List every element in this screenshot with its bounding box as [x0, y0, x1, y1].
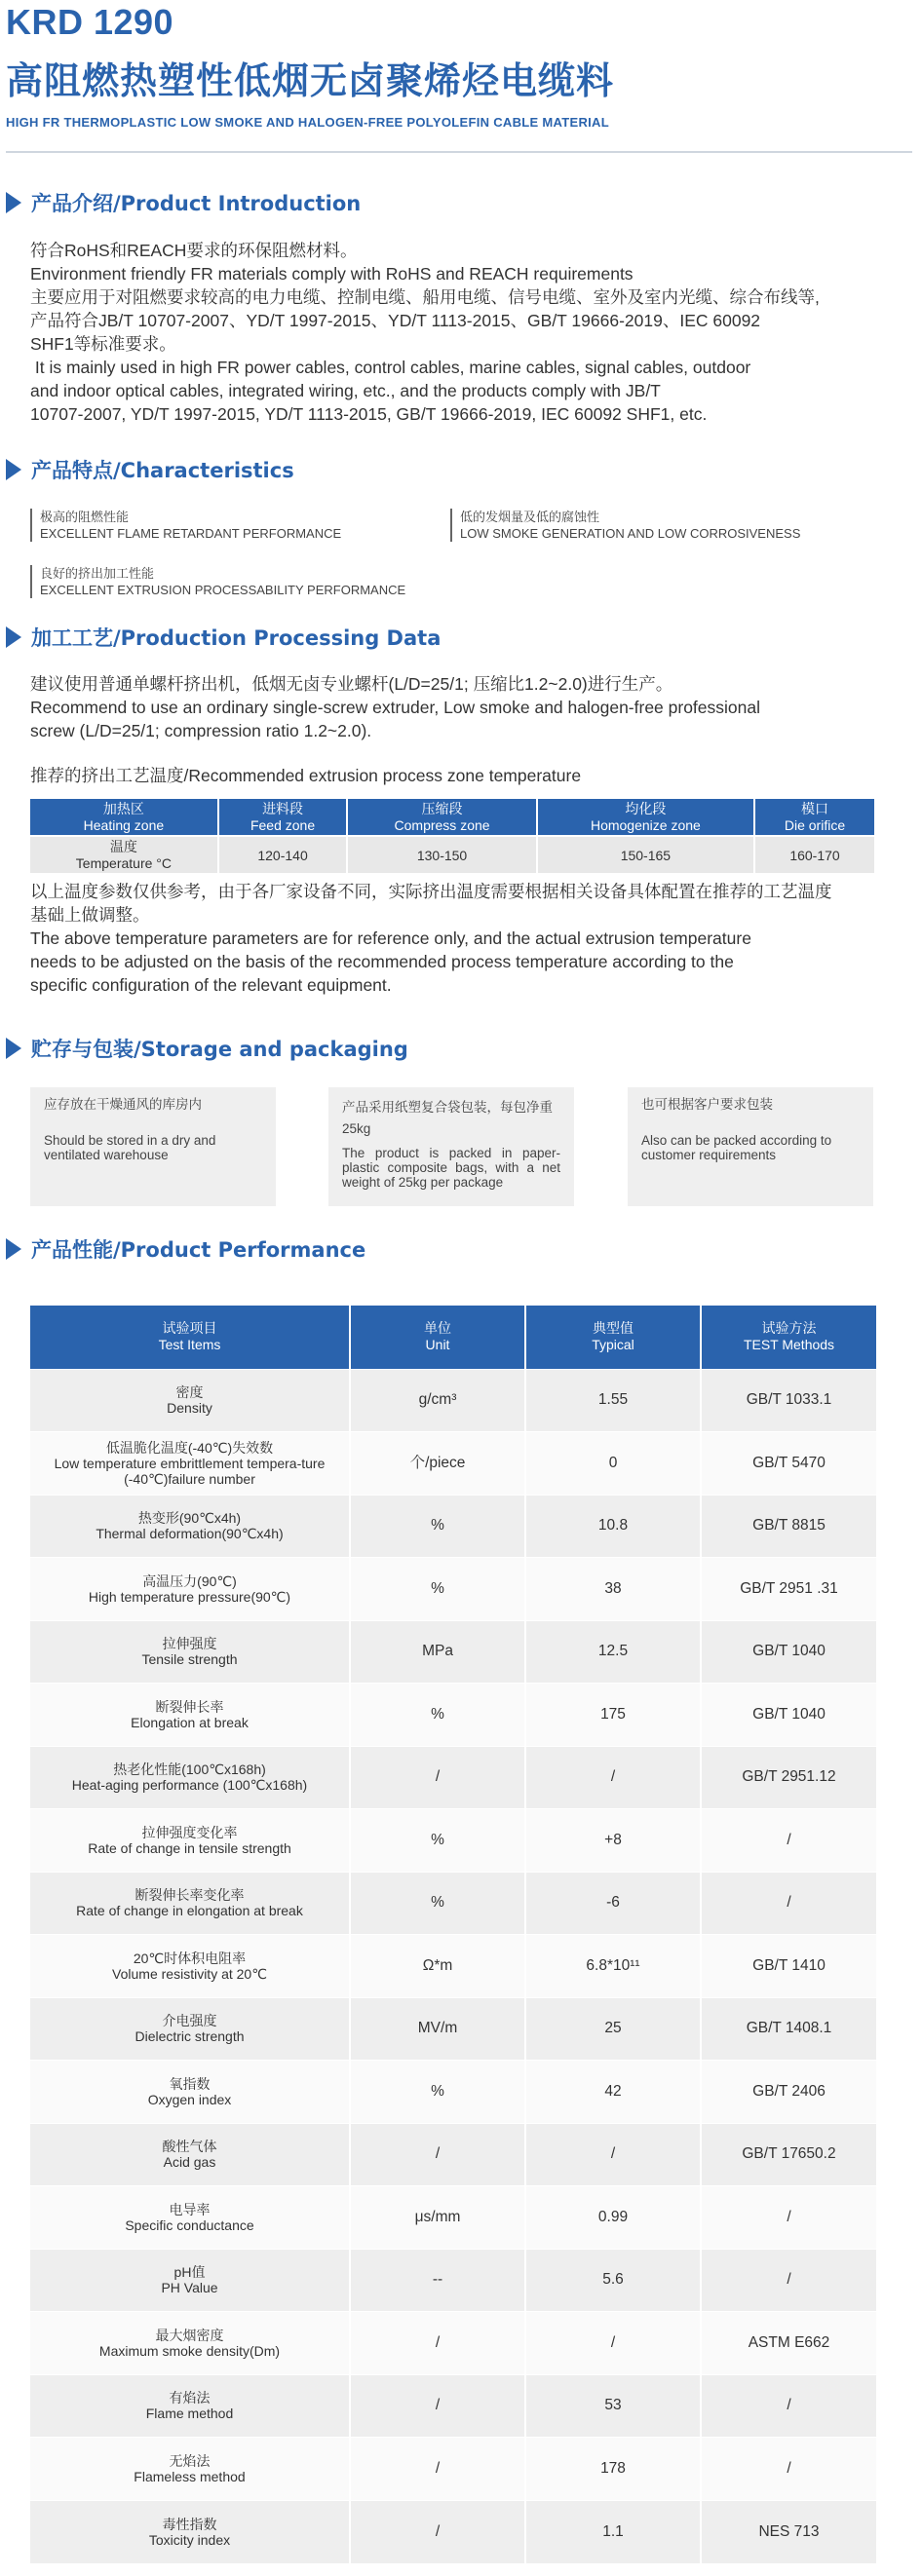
table-header: 进料段 Feed zone: [218, 799, 348, 836]
characteristic-item: 良好的挤出加工性能 EXCELLENT EXTRUSION PROCESSABILITY PERFORMANCE: [30, 565, 405, 598]
unit-cell: /: [350, 2123, 525, 2186]
section-heading-characteristics: 产品特点/Characteristics: [6, 456, 294, 483]
table-cell: 130-150: [347, 836, 536, 873]
table-row: [30, 1558, 876, 1621]
test-item-cell: 高温压力(90℃) High temperature pressure(90℃): [30, 1558, 350, 1621]
typical-value-cell: +8: [525, 1809, 701, 1873]
table-row: [30, 1495, 876, 1558]
test-item-cell: 电导率 Specific conductance: [30, 2186, 350, 2250]
typical-value-cell: 38: [525, 1558, 701, 1621]
triangle-bullet-icon: [6, 1238, 21, 1260]
test-method-cell: GB/T 1040: [701, 1684, 876, 1747]
table-row: [30, 2061, 876, 2124]
unit-cell: μs/mm: [350, 2186, 525, 2250]
test-item-cell: 介电强度 Dielectric strength: [30, 1997, 350, 2061]
test-method-cell: GB/T 2406: [701, 2061, 876, 2124]
table-cell: 120-140: [218, 836, 348, 873]
unit-cell: %: [350, 1872, 525, 1935]
test-method-cell: /: [701, 1872, 876, 1935]
test-method-cell: /: [701, 2249, 876, 2312]
table-row: [30, 2312, 876, 2375]
test-method-cell: ASTM E662: [701, 2312, 876, 2375]
test-method-cell: GB/T 8815: [701, 1495, 876, 1558]
test-item-cell: 热老化性能(100℃x168h) Heat-aging performance (100℃x168h): [30, 1746, 350, 1809]
test-item-cell: 最大烟密度 Maximum smoke density(Dm): [30, 2312, 350, 2375]
test-method-cell: /: [701, 2374, 876, 2438]
test-method-cell: GB/T 1410: [701, 1935, 876, 1998]
typical-value-cell: /: [525, 2123, 701, 2186]
table-row: [30, 2438, 876, 2501]
process-temperature-table: [30, 799, 874, 873]
packaging-box: 产品采用纸塑复合袋包装，每包净重25kg The product is packed in paper-plastic composite bags, with a net weight of 25kg per package: [328, 1087, 574, 1206]
test-item-cell: 密度 Density: [30, 1369, 350, 1432]
test-item-cell: 有焰法 Flame method: [30, 2374, 350, 2438]
test-method-cell: /: [701, 2438, 876, 2501]
table-row: [30, 1684, 876, 1747]
typical-value-cell: /: [525, 1746, 701, 1809]
table-row: [30, 2500, 876, 2563]
header-divider: [6, 151, 912, 153]
unit-cell: %: [350, 1809, 525, 1873]
test-item-cell: 酸性气体 Acid gas: [30, 2123, 350, 2186]
table-row: [30, 2186, 876, 2250]
characteristic-item: 低的发烟量及低的腐蚀性 LOW SMOKE GENERATION AND LOW CORROSIVENESS: [450, 509, 800, 542]
test-method-cell: GB/T 1408.1: [701, 1997, 876, 2061]
table-row: [30, 2249, 876, 2312]
product-title-en: HIGH FR THERMOPLASTIC LOW SMOKE AND HALOGEN-FREE POLYOLEFIN CABLE MATERIAL: [6, 115, 609, 130]
test-item-cell: 断裂伸长率 Elongation at break: [30, 1684, 350, 1747]
table-cell: 160-170: [754, 836, 874, 873]
section-heading-introduction: 产品介绍/Product Introduction: [6, 189, 361, 216]
table-cell: 150-165: [537, 836, 754, 873]
test-method-cell: GB/T 17650.2: [701, 2123, 876, 2186]
test-method-cell: GB/T 2951 .31: [701, 1558, 876, 1621]
triangle-bullet-icon: [6, 192, 21, 213]
test-item-cell: 断裂伸长率变化率 Rate of change in elongation at break: [30, 1872, 350, 1935]
typical-value-cell: 10.8: [525, 1495, 701, 1558]
processing-text: 建议使用普通单螺杆挤出机，低烟无卤专业螺杆(L/D=25/1; 压缩比1.2~2.0)进行生产。 Recommend to use an ordinary single-screw extruder, Low smoke and halogen-free professional screw (L/D=25/1; compression ratio 1.2~2.0).: [30, 674, 761, 740]
table-row: [30, 2374, 876, 2438]
test-method-cell: GB/T 5470: [701, 1432, 876, 1496]
table-row: [30, 1620, 876, 1684]
typical-value-cell: 5.6: [525, 2249, 701, 2312]
typical-value-cell: 1.1: [525, 2500, 701, 2563]
table-row: [30, 1872, 876, 1935]
typical-value-cell: 42: [525, 2061, 701, 2124]
unit-cell: Ω*m: [350, 1935, 525, 1998]
unit-cell: MPa: [350, 1620, 525, 1684]
typical-value-cell: 53: [525, 2374, 701, 2438]
triangle-bullet-icon: [6, 459, 21, 480]
table-header: 单位 Unit: [350, 1306, 525, 1369]
table-row: [30, 1809, 876, 1873]
test-item-cell: 拉伸强度 Tensile strength: [30, 1620, 350, 1684]
unit-cell: %: [350, 2061, 525, 2124]
typical-value-cell: 175: [525, 1684, 701, 1747]
table-row: [30, 1935, 876, 1998]
typical-value-cell: 178: [525, 2438, 701, 2501]
intro-text: 符合RoHS和REACH要求的环保阻燃材料。 Environment friendly FR materials comply with RoHS and REACH requirements 主要应用于对阻燃要求较高的电力电缆、控制电缆、船用电缆、信号电缆、室外及室内光缆、综合布线等, 产品符合JB/T 10707-2007、YD/T 1997-2015、YD/T 1113-2015、GB/T 19666-2019、IEC 60092 SHF1等标准要求。 It is mainly used in high FR power cables, control cables, marine cables, signal cables, outdoor and indoor optical cables, integrated wiring, etc., and the products comply with JB/T 10707-2007, YD/T 1997-2015, YD/T 1113-2015, GB/T 19666-2019, IEC 60092 SHF1, etc.: [30, 241, 820, 424]
process-table-caption: 推荐的挤出工艺温度/Recommended extrusion process zone temperature: [30, 766, 582, 785]
table-row: [30, 1746, 876, 1809]
table-header: 模口 Die orifice: [754, 799, 874, 836]
test-item-cell: 拉伸强度变化率 Rate of change in tensile strength: [30, 1809, 350, 1873]
test-method-cell: GB/T 1040: [701, 1620, 876, 1684]
typical-value-cell: 12.5: [525, 1620, 701, 1684]
unit-cell: %: [350, 1495, 525, 1558]
table-row: [30, 1997, 876, 2061]
test-item-cell: pH值 PH Value: [30, 2249, 350, 2312]
typical-value-cell: -6: [525, 1872, 701, 1935]
unit-cell: /: [350, 2500, 525, 2563]
table-header: 试验项目 Test Items: [30, 1306, 350, 1369]
test-item-cell: 低温脆化温度(-40℃)失效数 Low temperature embrittlement tempera-ture (-40℃)failure number: [30, 1432, 350, 1496]
test-item-cell: 氧指数 Oxygen index: [30, 2061, 350, 2124]
test-method-cell: /: [701, 2186, 876, 2250]
storage-box: 应存放在干燥通风的库房内 Should be stored in a dry and ventilated warehouse: [30, 1087, 276, 1206]
triangle-bullet-icon: [6, 626, 21, 648]
unit-cell: %: [350, 1684, 525, 1747]
section-heading-performance: 产品性能/Product Performance: [6, 1235, 365, 1263]
performance-table: [30, 1306, 876, 2563]
typical-value-cell: /: [525, 2312, 701, 2375]
table-header: 典型值 Typical: [525, 1306, 701, 1369]
test-item-cell: 无焰法 Flameless method: [30, 2438, 350, 2501]
table-cell: 温度 Temperature °C: [30, 836, 218, 873]
test-method-cell: /: [701, 1809, 876, 1873]
test-item-cell: 20℃时体积电阻率 Volume resistivity at 20℃: [30, 1935, 350, 1998]
table-row: [30, 1369, 876, 1432]
unit-cell: 个/piece: [350, 1432, 525, 1496]
section-heading-storage: 贮存与包装/Storage and packaging: [6, 1035, 408, 1062]
table-header: 试验方法 TEST Methods: [701, 1306, 876, 1369]
unit-cell: MV/m: [350, 1997, 525, 2061]
unit-cell: /: [350, 2312, 525, 2375]
table-row: [30, 836, 874, 873]
triangle-bullet-icon: [6, 1038, 21, 1059]
table-header: 压缩段 Compress zone: [347, 799, 536, 836]
table-row: [30, 1432, 876, 1496]
typical-value-cell: 0: [525, 1432, 701, 1496]
typical-value-cell: 6.8*10¹¹: [525, 1935, 701, 1998]
test-item-cell: 热变形(90℃x4h) Thermal deformation(90℃x4h): [30, 1495, 350, 1558]
section-heading-processing: 加工工艺/Production Processing Data: [6, 624, 441, 651]
unit-cell: /: [350, 2438, 525, 2501]
table-header: 均化段 Homogenize zone: [537, 799, 754, 836]
unit-cell: %: [350, 1558, 525, 1621]
typical-value-cell: 25: [525, 1997, 701, 2061]
typical-value-cell: 1.55: [525, 1369, 701, 1432]
unit-cell: /: [350, 1746, 525, 1809]
unit-cell: --: [350, 2249, 525, 2312]
product-title-cn: 高阻燃热塑性低烟无卤聚烯烃电缆料: [6, 59, 615, 102]
characteristic-item: 极高的阻燃性能 EXCELLENT FLAME RETARDANT PERFORMANCE: [30, 509, 341, 542]
processing-note: 以上温度参数仅供参考，由于各厂家设备不同，实际挤出温度需要根据相关设备具体配置在推荐的工艺温度 基础上做调整。 The above temperature parameters are for reference only, and the actual extrusion temperature needs to be adjusted on the basis of the recommended process temperature according to the specific configuration of the relevant equipment.: [30, 882, 832, 995]
test-method-cell: NES 713: [701, 2500, 876, 2563]
model-number: KRD 1290: [6, 2, 174, 42]
typical-value-cell: 0.99: [525, 2186, 701, 2250]
custom-packaging-box: 也可根据客户要求包装 Also can be packed according to customer requirements: [628, 1087, 873, 1206]
table-row: [30, 2123, 876, 2186]
unit-cell: g/cm³: [350, 1369, 525, 1432]
test-method-cell: GB/T 1033.1: [701, 1369, 876, 1432]
table-header: 加热区 Heating zone: [30, 799, 218, 836]
test-method-cell: GB/T 2951.12: [701, 1746, 876, 1809]
test-item-cell: 毒性指数 Toxicity index: [30, 2500, 350, 2563]
unit-cell: /: [350, 2374, 525, 2438]
